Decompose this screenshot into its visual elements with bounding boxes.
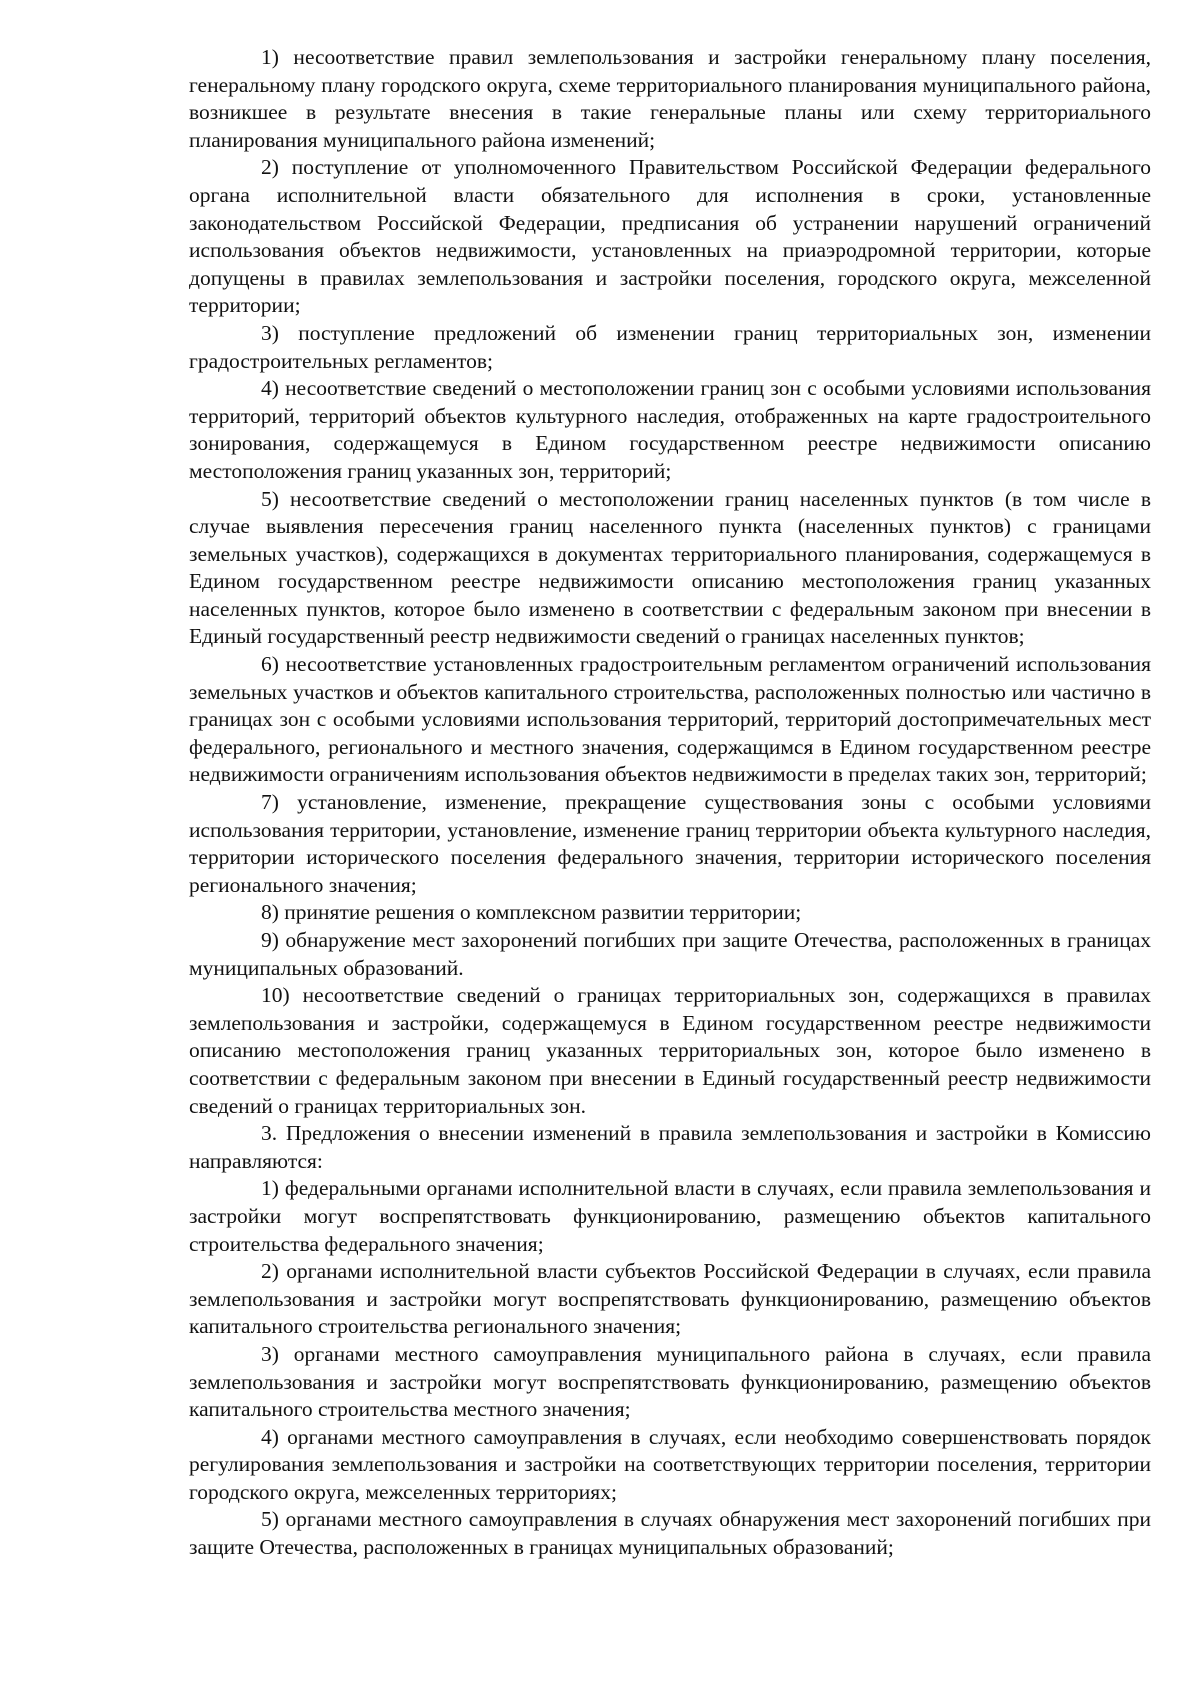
paragraph-item-7: 7) установление, изменение, прекращение существования зоны с особыми условиями использования территории, установление, изменение границ территории объекта культурного наследия, территории исторического поселения федерального значения, территории исторического поселения регионального значения; xyxy=(189,790,1151,897)
paragraph-item-6: 6) несоответствие установленных градостроительным регламентом ограничений использования земельных участков и объектов капитального строительства, расположенных полностью или частично в границах зон с особыми условиями использования территорий, территорий достопримечательных мест федерального, регионального и местного значения, содержащимся в Едином государственном реестре недвижимости ограничениям использования объектов недвижимости в пределах таких зон, территорий; xyxy=(189,652,1151,787)
paragraph-item-8: 8) принятие решения о комплексном развитии территории; xyxy=(261,900,802,925)
paragraph-item-5: 5) несоответствие сведений о местоположении границ населенных пунктов (в том числе в случае выявления пересечения границ населенного пункта (населенных пунктов) с границами земельных участков), содержащихся в документах территориального планирования, содержащемуся в Едином государственном реестре недвижимости описанию местоположения границ указанных населенных пунктов, которое было изменено в соответствии с федеральным законом при внесении в Единый государственный реестр недвижимости сведений о границах населенных пунктов; xyxy=(189,486,1151,649)
paragraph-item-1: 1) несоответствие правил землепользования и застройки генеральному плану поселения, генеральному плану городского округа, схеме территориального планирования муниципального района, возникшее в результате внесения в такие генеральные планы или схему территориального планирования муниципального района изменений; xyxy=(189,45,1151,152)
document-page xyxy=(189,44,1151,1562)
paragraph-item-10: 10) несоответствие сведений о границах территориальных зон, содержащихся в правилах землепользования и застройки, содержащемуся в Едином государственном реестре недвижимости описанию местоположения границ указанных территориальных зон, которое было изменено в соответствии с федеральным законом при внесении в Единый государственный реестр недвижимости сведений о границах территориальных зон. xyxy=(189,983,1151,1118)
section-3-heading-paragraph: 3. Предложения о внесении изменений в правила землепользования и застройки в Комиссию направляются: xyxy=(189,1121,1151,1173)
section-3-item-2: 2) органами исполнительной власти субъектов Российской Федерации в случаях, если правила землепользования и застройки могут воспрепятствовать функционированию, размещению объектов капитального строительства регионального значения; xyxy=(189,1259,1151,1339)
section-3-item-1: 1) федеральными органами исполнительной власти в случаях, если правила землепользования и застройки могут воспрепятствовать функционированию, размещению объектов капитального строительства федерального значения; xyxy=(189,1176,1151,1256)
section-3-item-4: 4) органами местного самоуправления в случаях, если необходимо совершенствовать порядок регулирования землепользования и застройки на соответствующих территории поселения, территории городского округа, межселенных территориях; xyxy=(189,1424,1151,1504)
section-3-item-3: 3) органами местного самоуправления муниципального района в случаях, если правила землепользования и застройки могут воспрепятствовать функционированию, размещению объектов капитального строительства местного значения; xyxy=(189,1341,1151,1422)
paragraph-item-9: 9) обнаружение мест захоронений погибших при защите Отечества, расположенных в границах муниципальных образований. xyxy=(189,928,1151,980)
paragraph-item-4: 4) несоответствие сведений о местоположении границ зон с особыми условиями использования территорий, территорий объектов культурного наследия, отображенных на карте градостроительного зонирования, содержащемуся в Едином государственном реестре недвижимости описанию местоположения границ указанных зон, территорий; xyxy=(189,376,1151,483)
paragraph-item-2: 2) поступление от уполномоченного Правительством Российской Федерации федерального органа исполнительной власти обязательного для исполнения в сроки, установленные законодательством Российской Федерации, предписания об устранении нарушений ограничений использования объектов недвижимости, установленных на приаэродромной территории, которые допущены в правилах землепользования и застройки поселения, городского округа, межселенной территории; xyxy=(189,155,1151,318)
section-3-item-5: 5) органами местного самоуправления в случаях обнаружения мест захоронений погибших при защите Отечества, расположенных в границах муниципальных образований; xyxy=(189,1507,1151,1560)
paragraph-item-3: 3) поступление предложений об изменении границ территориальных зон, изменении градостроительных регламентов; xyxy=(189,320,1151,373)
